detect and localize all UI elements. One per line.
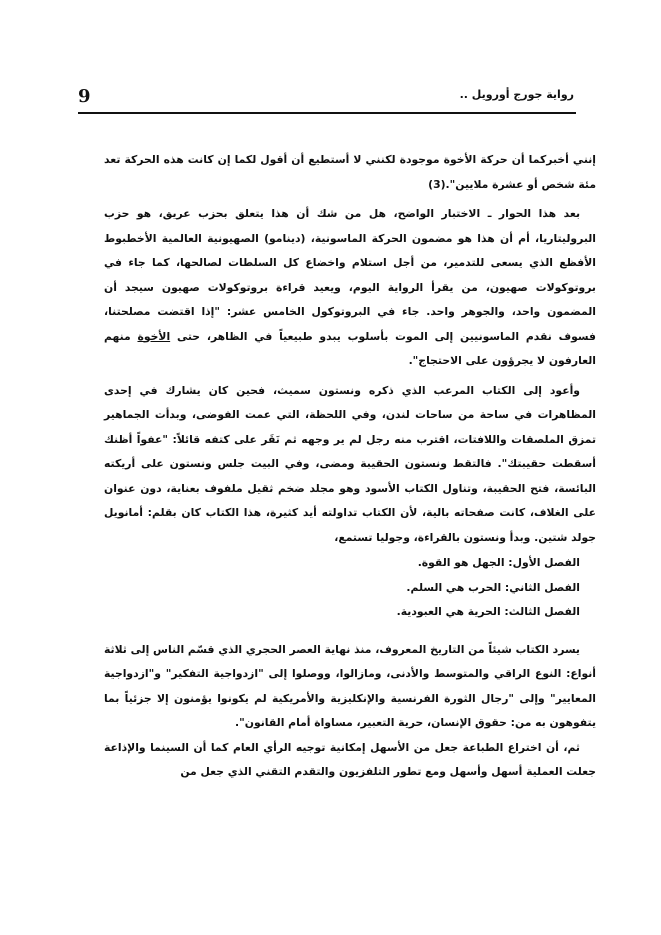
paragraph-1: إنني أخبركما أن حركة الأخوة موجودة لكنني لا أستطيع أن أقول لكما إن كانت هذه الحركة تعد مئة شخص أو عشرة ملايين".(3) [104, 153, 596, 191]
page-header [78, 88, 576, 108]
header-rule [78, 112, 576, 114]
running-title: رواية جورج أورويل .. [459, 88, 574, 101]
chapter-item: الفصل الثاني: الحرب هي السلم. [406, 580, 580, 594]
chapter-item: الفصل الأول: الجهل هو القوة. [417, 556, 580, 569]
chapter-list [104, 551, 596, 625]
chapter-item: الفصل الثالث: الحرية هي العبودية. [396, 605, 580, 618]
underlined-word: الأخوة [137, 329, 171, 343]
paragraph-4: يسرد الكتاب شيئاً من التاريخ المعروف، منذ نهاية العصر الحجري الذي قسّم الناس إلى ثلاثة أنواع: النوع الراقي والمتوسط والأدنى، ومازالوا، ووصلوا إلى "ازدواجية التفكير" و"ازدواجية المعايير" وإلى "رجال الثورة الفرنسية والإنكليزية والأمريكية لم يكونوا يؤمنون إلا جزئياً بما يتفوهون به من: حقوق الإنسان، حرية التعبير، مساواة أمام القانون". [104, 642, 596, 729]
body-text [104, 148, 596, 785]
paragraph-2 [104, 202, 596, 374]
paragraph-2-part-1: بعد هذا الحوار ـ الاختبار الواضح، هل من شك أن هذا يتعلق بحزب عريق، هو حزب البروليتاريا، أم أن هذا هو مضمون الحركة الماسونية، (دينامو) الصهيونية العالمية الأخطبوط الأفظع الذي يسعى للتدمير، من أجل استلام واخضاع كل السلطات لصالحها، كما جاء في بروتوكولات صهيون، من يقرأ الرواية اليوم، ويعيد قراءة بروتوكولات صهيون سيجد أن المضمون واحد، والجوهر واحد. جاء في البروتوكول الخامس عشر: "إذا اقتضت مصلحتنا، فسوف نقدم الماسونيين إلى الموت بأسلوب يبدو طبيعياً في الظاهر، حتى [104, 207, 596, 343]
paragraph-5: ثم، أن اختراع الطباعة جعل من الأسهل إمكانية توجيه الرأي العام كما أن السينما والإذاعة جعلت العملية أسهل وأسهل ومع تطور التلفزيون والتقدم التقني الذي جعل من [104, 740, 596, 778]
page-number: 9 [78, 86, 91, 107]
paragraph-3: وأعود إلى الكتاب المرعب الذي ذكره ونستون سميث، فحين كان يشارك في إحدى المظاهرات في ساحة من ساحات لندن، وفي اللحظة، التي عمت الفوضى، وبدأت الجماهير تمزق الملصقات واللافتات، اقترب منه رجل لم ير وجهه ثم نَقَر على كتفه قائلاً: "عفواً أظنك أسقطت حقيبتك". فالتقط ونستون الحقيبة ومضى، وفي البيت جلس ونستون على أريكته البائسة، فتح الحقيبة، وتناول الكتاب الأسود وهو مجلد ضخم ثقيل ملفوف بعناية، دون عنوان على الغلاف، كانت صفحاته بالية، لأن الكتاب تداولته أيد كثيرة، هذا الكتاب كان بقلم: أمانويل جولد شتين. وبدأ ونستون بالقراءة، وجوليا تستمع، [104, 383, 596, 544]
paragraph-2-part-2: منهم العارفون لا يجرؤون على الاحتجاج". [104, 329, 596, 367]
